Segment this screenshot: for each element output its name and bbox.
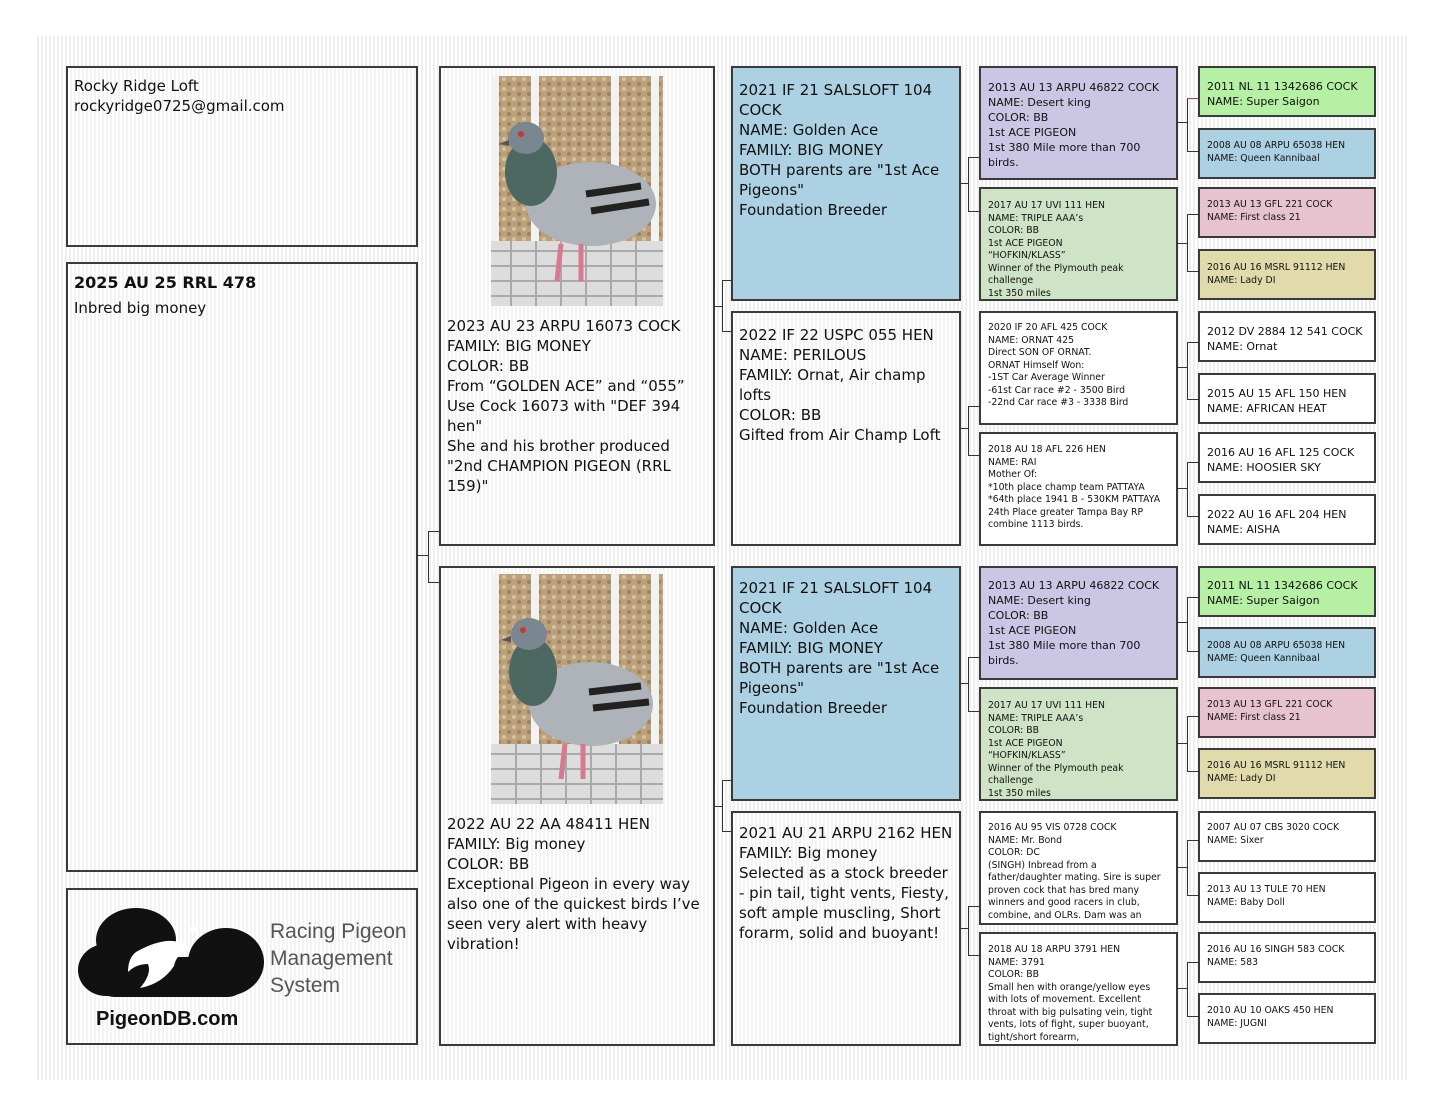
gen3-2-line-6: Winner of the Plymouth peak challenge (988, 262, 1124, 286)
gen4-box-14 (1198, 872, 1376, 923)
gen2-3-line-4: BOTH parents are "1st Ace Pigeons" (739, 659, 940, 697)
gen2-3-line-2: NAME: Golden Ace (739, 619, 879, 637)
gen4-14-line-1: 2013 AU 13 TULE 70 HEN (1207, 884, 1326, 895)
gen2-2-line-3: FAMILY: Ornat, Air champ lofts (739, 366, 926, 404)
gen3-1-line-4: 1st ACE PIGEON (988, 126, 1077, 139)
gen4-2-line-1: 2008 AU 08 ARPU 65038 HEN (1207, 140, 1346, 151)
gen4-7-line-2: NAME: HOOSIER SKY (1207, 461, 1321, 474)
sire-line-4: From “GOLDEN ACE” and “055” (447, 377, 685, 395)
gen4-1-line-1: 2011 NL 11 1342686 COCK (1207, 80, 1358, 93)
gen4-box-2 (1198, 128, 1376, 179)
gen3-3-line-1: 2020 IF 20 AFL 425 COCK (988, 322, 1108, 333)
gen2-2-line-4: COLOR: BB (739, 406, 822, 424)
gen3-5-line-1: 2013 AU 13 ARPU 46822 COCK (988, 579, 1160, 592)
gen4-10-line-2: NAME: Queen Kannibaal (1207, 652, 1320, 664)
gen3-6-line-1: 2017 AU 17 UVI 111 HEN (988, 700, 1105, 711)
gen4-13-line-2: NAME: Sixer (1207, 834, 1264, 846)
gen3-1-line-2: NAME: Desert king (988, 96, 1091, 109)
gen4-11-line-1: 2013 AU 13 GFL 221 COCK (1207, 699, 1333, 710)
gen3-4-line-1: 2018 AU 18 AFL 226 HEN (988, 444, 1106, 455)
gen2-1-line-2: NAME: Golden Ace (739, 121, 879, 139)
sire-line-3: COLOR: BB (447, 357, 530, 375)
gen4-6-line-2: NAME: AFRICAN HEAT (1207, 402, 1327, 415)
gen3-7-line-2: NAME: Mr. Bond (988, 834, 1063, 846)
gen3-box-1 (979, 66, 1178, 180)
gen3-6-line-7: 1st 350 miles (988, 787, 1051, 799)
gen3-2-line-1: 2017 AU 17 UVI 111 HEN (988, 200, 1105, 211)
gen4-box-13 (1198, 811, 1376, 862)
gen3-2-line-2: NAME: TRIPLE AAA’s (988, 212, 1084, 224)
gen3-1-line-5: 1st 380 Mile more than 700 birds. (988, 141, 1141, 169)
gen4-2-line-2: NAME: Queen Kannibaal (1207, 152, 1320, 164)
gen3-3-line-4: ORNAT Himself Won: (988, 359, 1085, 371)
gen4-box-3 (1198, 187, 1376, 238)
dam-line-3: COLOR: BB (447, 855, 530, 873)
gen4-13-line-1: 2007 AU 07 CBS 3020 COCK (1207, 822, 1340, 833)
sire-line-1: 2023 AU 23 ARPU 16073 COCK (447, 317, 681, 335)
gen3-8-line-2: NAME: 3791 (988, 956, 1045, 968)
gen4-8-line-1: 2022 AU 16 AFL 204 HEN (1207, 508, 1347, 521)
gen4-box-16 (1198, 993, 1376, 1044)
logo-box (66, 888, 418, 1045)
gen3-box-5 (979, 566, 1178, 680)
sire-text (447, 316, 711, 496)
gen2-2-line-1: 2022 IF 22 USPC 055 HEN (739, 326, 934, 344)
gen3-4-line-2: NAME: RAI (988, 456, 1037, 468)
gen4-3-line-1: 2013 AU 13 GFL 221 COCK (1207, 199, 1333, 210)
owner-name: Rocky Ridge Loft (74, 77, 199, 95)
gen4-9-line-2: NAME: Super Saigon (1207, 594, 1320, 607)
gen4-box-7 (1198, 432, 1376, 483)
logo-site: PigeonDB.com (96, 1008, 239, 1030)
gen4-1-line-2: NAME: Super Saigon (1207, 95, 1320, 108)
gen3-5-line-3: COLOR: BB (988, 609, 1049, 622)
gen2-3-line-3: FAMILY: BIG MONEY (739, 639, 883, 657)
gen4-box-12 (1198, 748, 1376, 799)
dam-line-1: 2022 AU 22 AA 48411 HEN (447, 815, 650, 833)
gen3-5-line-4: 1st ACE PIGEON (988, 624, 1077, 637)
gen3-8-line-4: Small hen with orange/yellow eyes with lots of movement. Excellent throat with big pulsating vein, tight vents, lots of fight, super buoyant, tight/short forearm, (988, 981, 1153, 1043)
gen2-3-line-5: Foundation Breeder (739, 699, 888, 717)
gen4-9-line-1: 2011 NL 11 1342686 COCK (1207, 579, 1358, 592)
gen4-4-line-1: 2016 AU 16 MSRL 91112 HEN (1207, 262, 1346, 273)
sire-line-5: Use Cock 16073 with "DEF 394 hen" (447, 397, 685, 435)
gen4-5-line-2: NAME: Ornat (1207, 340, 1278, 353)
gen4-12-line-2: NAME: Lady DI (1207, 772, 1276, 784)
logo-line-1: Racing Pigeon (270, 920, 407, 943)
gen4-box-5 (1198, 311, 1376, 362)
gen2-4-line-1: 2021 AU 21 ARPU 2162 HEN (739, 824, 953, 842)
gen2-1-line-3: FAMILY: BIG MONEY (739, 141, 883, 159)
gen4-8-line-2: NAME: AISHA (1207, 523, 1280, 536)
gen3-4-line-3: Mother Of: (988, 469, 1038, 480)
owner-email: rockyridge0725@gmail.com (74, 97, 285, 115)
sire-line-2: FAMILY: BIG MONEY (447, 337, 591, 355)
gen2-3-line-1: 2021 IF 21 SALSLOFT 104 COCK (739, 579, 933, 617)
gen3-1-line-3: COLOR: BB (988, 111, 1049, 124)
gen4-6-line-1: 2015 AU 15 AFL 150 HEN (1207, 387, 1347, 400)
gen4-11-line-2: NAME: First class 21 (1207, 711, 1301, 723)
gen3-7-line-4: (SINGH) Inbread from a father/daughter mating. Sire is super proven cock that has bred many winners and good racers in club, combine, and OLRs. Dam was an (988, 859, 1161, 921)
sire-box (439, 66, 715, 546)
gen2-box-3 (731, 566, 961, 801)
gen4-10-line-1: 2008 AU 08 ARPU 65038 HEN (1207, 640, 1346, 651)
gen2-1-line-4: BOTH parents are "1st Ace Pigeons" (739, 161, 940, 199)
logo-line-3: System (270, 974, 341, 997)
gen3-4-line-4: *10th place champ team PATTAYA (988, 481, 1145, 493)
subject-band: 2025 AU 25 RRL 478 (74, 273, 257, 292)
gen3-6-line-2: NAME: TRIPLE AAA’s (988, 712, 1084, 724)
gen3-2-line-3: COLOR: BB (988, 225, 1039, 236)
gen3-2-line-5: “HOFKIN/KLASS” (988, 250, 1066, 261)
dam-photo (491, 574, 663, 804)
gen2-1-line-5: Foundation Breeder (739, 201, 888, 219)
gen2-2-line-2: NAME: PERILOUS (739, 346, 867, 364)
gen4-box-1 (1198, 66, 1376, 117)
gen3-7-line-1: 2016 AU 95 VIS 0728 COCK (988, 822, 1117, 833)
gen3-6-line-4: 1st ACE PIGEON (988, 737, 1063, 749)
gen2-box-4 (731, 811, 961, 1046)
sire-line-7: "2nd CHAMPION PIGEON (RRL 159)" (447, 457, 676, 495)
gen4-7-line-1: 2016 AU 16 AFL 125 COCK (1207, 446, 1355, 459)
dam-line-4: Exceptional Pigeon in every way also one of the quickest birds I’ve seen very alert with heavy vibration! (447, 875, 705, 953)
gen2-1-line-1: 2021 IF 21 SALSLOFT 104 COCK (739, 81, 933, 119)
gen2-box-2 (731, 311, 961, 546)
gen4-15-line-1: 2016 AU 16 SINGH 583 COCK (1207, 944, 1345, 955)
gen4-16-line-2: NAME: JUGNI (1207, 1017, 1267, 1029)
gen4-4-line-2: NAME: Lady DI (1207, 274, 1276, 286)
gen3-3-line-2: NAME: ORNAT 425 (988, 334, 1075, 346)
dam-box (439, 566, 715, 1046)
gen3-box-7 (979, 811, 1178, 925)
gen4-box-15 (1198, 932, 1376, 983)
gen4-box-6 (1198, 373, 1376, 424)
gen3-4-line-6: 24th Place greater Tampa Bay RP combine 1113 birds. (988, 506, 1144, 530)
gen4-3-line-2: NAME: First class 21 (1207, 211, 1301, 223)
gen3-box-2 (979, 187, 1178, 301)
gen3-3-line-3: Direct SON OF ORNAT. (988, 347, 1092, 358)
gen4-16-line-1: 2010 AU 10 OAKS 450 HEN (1207, 1005, 1334, 1016)
subject-box (66, 262, 418, 872)
gen3-5-line-2: NAME: Desert king (988, 594, 1091, 607)
subject-description: Inbred big money (74, 299, 207, 317)
dam-text (447, 814, 711, 954)
logo-line-2: Management (270, 947, 393, 970)
gen3-3-line-7: -22nd Car race #3 - 3338 Bird (988, 397, 1129, 408)
gen3-8-line-3: COLOR: BB (988, 969, 1039, 980)
gen3-box-3 (979, 311, 1178, 425)
gen4-box-4 (1198, 249, 1376, 300)
gen3-2-line-7: 1st 350 miles (988, 287, 1051, 299)
gen3-2-line-4: 1st ACE PIGEON (988, 237, 1063, 249)
gen3-4-line-5: *64th place 1941 B - 530KM PATTAYA (988, 494, 1161, 505)
gen4-box-10 (1198, 627, 1376, 678)
gen3-1-line-1: 2013 AU 13 ARPU 46822 COCK (988, 81, 1160, 94)
logo-text (270, 918, 407, 999)
gen3-box-4 (979, 432, 1178, 546)
gen3-6-line-3: COLOR: BB (988, 725, 1039, 736)
gen4-box-11 (1198, 687, 1376, 738)
gen3-8-line-1: 2018 AU 18 ARPU 3791 HEN (988, 944, 1121, 955)
gen2-4-line-2: FAMILY: Big money (739, 844, 878, 862)
sire-photo (491, 76, 663, 306)
pigeon-logo-icon (76, 902, 266, 1017)
gen4-15-line-2: NAME: 583 (1207, 956, 1259, 968)
gen4-5-line-1: 2012 DV 2884 12 541 COCK (1207, 325, 1363, 338)
owner-box (66, 66, 418, 247)
gen2-4-line-3: Selected as a stock breeder - pin tail, tight vents, Fiesty, soft ample muscling, Short forarm, solid and buoyant! (739, 864, 949, 942)
gen3-box-8 (979, 932, 1178, 1046)
gen3-box-6 (979, 687, 1178, 801)
gen2-box-1 (731, 66, 961, 301)
gen3-5-line-5: 1st 380 Mile more than 700 birds. (988, 639, 1141, 667)
gen4-14-line-2: NAME: Baby Doll (1207, 896, 1285, 908)
gen3-7-line-3: COLOR: DC (988, 847, 1040, 858)
gen3-3-line-6: -61st Car race #2 - 3500 Bird (988, 384, 1126, 396)
gen4-box-8 (1198, 494, 1376, 545)
sire-line-6: She and his brother produced (447, 437, 670, 455)
gen3-6-line-6: Winner of the Plymouth peak challenge (988, 762, 1124, 786)
dam-line-2: FAMILY: Big money (447, 835, 586, 853)
gen4-12-line-1: 2016 AU 16 MSRL 91112 HEN (1207, 760, 1346, 771)
gen3-3-line-5: -1ST Car Average Winner (988, 372, 1105, 383)
gen3-6-line-5: “HOFKIN/KLASS” (988, 750, 1066, 761)
gen2-2-line-5: Gifted from Air Champ Loft (739, 426, 941, 444)
gen4-box-9 (1198, 566, 1376, 617)
